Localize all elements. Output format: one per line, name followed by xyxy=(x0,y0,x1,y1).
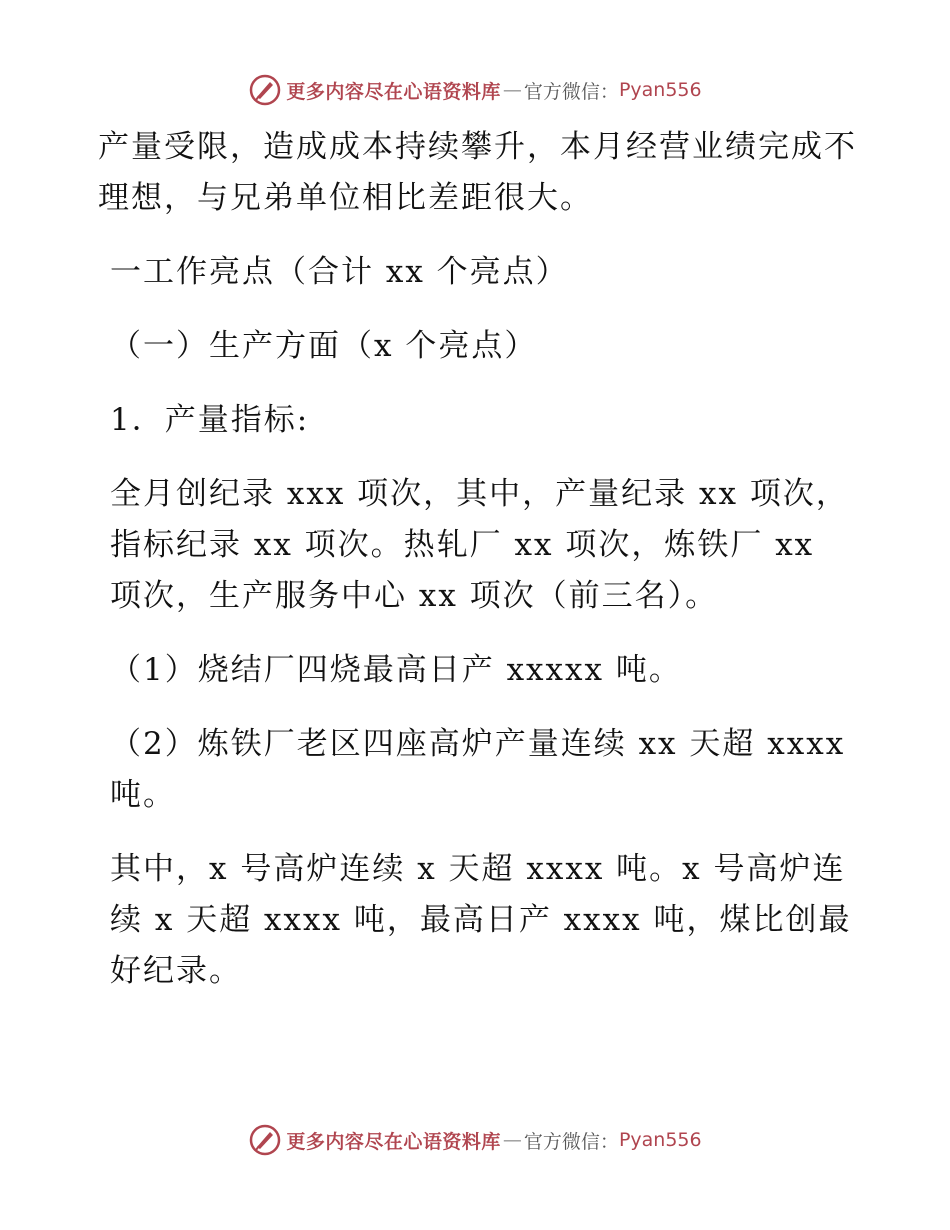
watermark-id: Pyan556 xyxy=(618,79,702,101)
watermark-label: 官方微信： xyxy=(523,1130,619,1153)
watermark-footer xyxy=(0,1120,950,1160)
paragraph-furnace-details: 其中，x 号高炉连续 x 天超 xxxx 吨。x 号高炉连续 x 天超 xxxx 吨，最高日产 xxxx 吨，煤比创最好纪录。 xyxy=(110,851,852,989)
watermark-label: 官方微信： xyxy=(523,80,619,103)
heading-production: （一）生产方面（x 个亮点） xyxy=(110,328,538,364)
watermark-id: Pyan556 xyxy=(618,1129,702,1151)
paragraph-cost-summary: 产量受限，造成成本持续攀升，本月经营业绩完成不理想，与兄弟单位相比差距很大。 xyxy=(98,129,857,216)
document-body xyxy=(98,122,858,1020)
list-item-blast-furnace: （2）炼铁厂老区四座高炉产量连续 xx 天超 xxxx 吨。 xyxy=(110,726,846,813)
watermark-dash: — xyxy=(502,79,522,101)
paragraph-records: 全月创纪录 xxx 项次，其中，产量纪录 xx 项次，指标纪录 xx 项次。热轧厂 xx 项次，炼铁厂 xx 项次，生产服务中心 xx 项次（前三名）。 xyxy=(110,476,849,614)
heading-output-indicators: 1．产量指标: xyxy=(110,402,310,438)
watermark-dash: — xyxy=(502,1129,522,1151)
heading-work-highlights: 一工作亮点（合计 xx 个亮点） xyxy=(110,254,569,290)
quill-pen-logo-icon xyxy=(248,73,282,107)
watermark-brand-text: 更多内容尽在心语资料库 xyxy=(286,1130,501,1153)
list-item-sintering: （1）烧结厂四烧最高日产 xxxxx 吨。 xyxy=(110,652,682,688)
quill-pen-logo-icon xyxy=(248,1123,282,1157)
watermark-header xyxy=(0,70,950,110)
watermark-brand-text: 更多内容尽在心语资料库 xyxy=(286,80,501,103)
